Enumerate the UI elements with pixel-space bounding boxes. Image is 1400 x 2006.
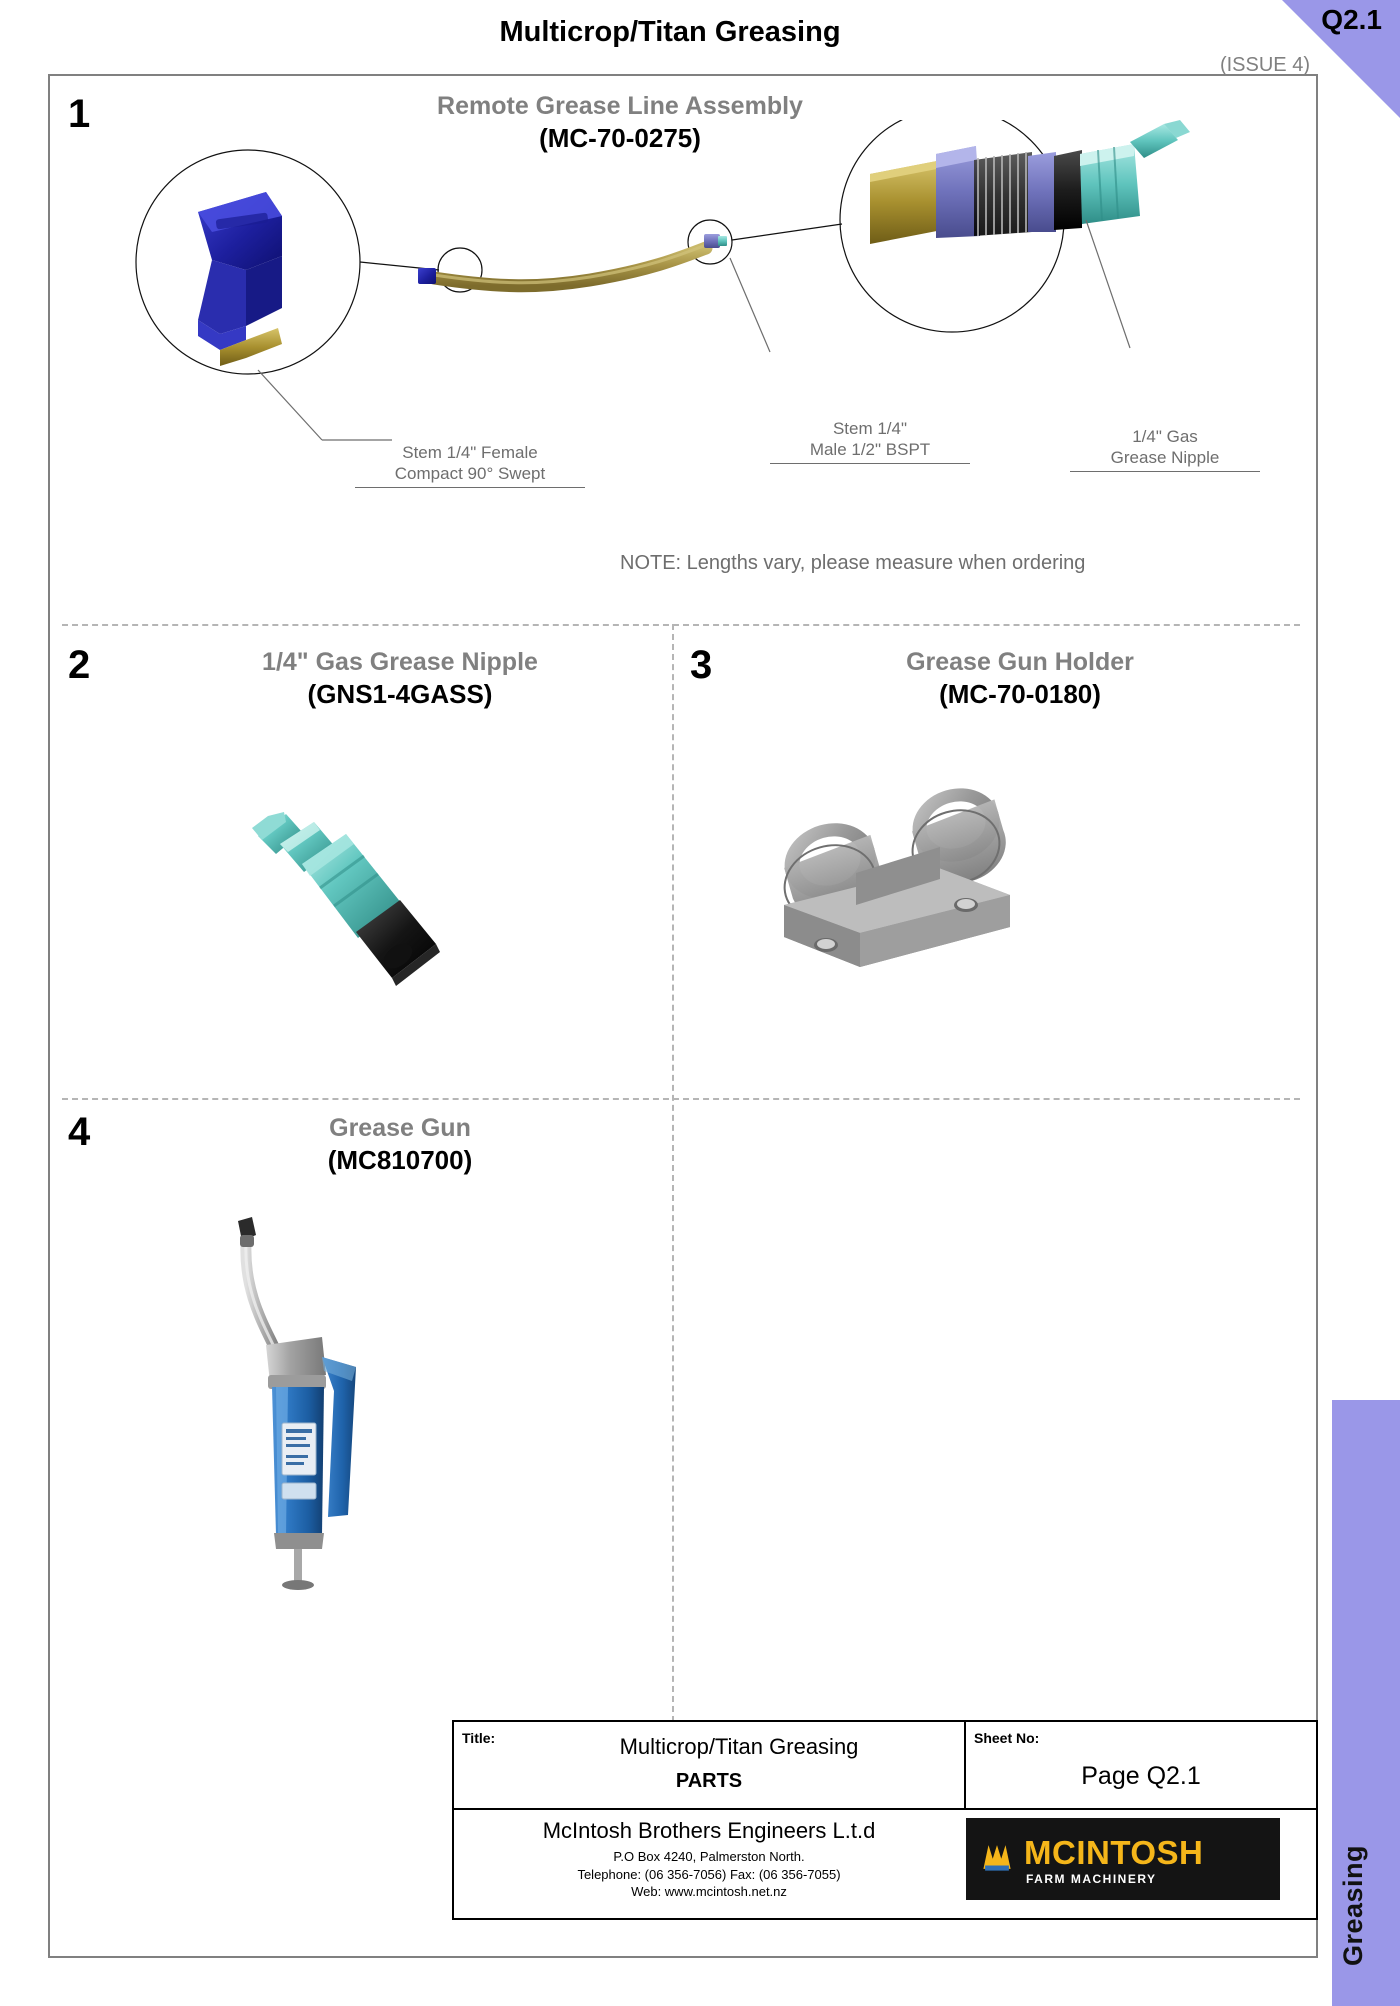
grease-gun-figure (230, 1215, 450, 1615)
item-3-number: 3 (690, 643, 713, 687)
company-name: McIntosh Brothers Engineers L.t.d (542, 1818, 876, 1843)
grease-gun-holder-figure (760, 755, 1060, 1015)
item-2-title: 1/4" Gas Grease Nipple (262, 648, 538, 676)
remote-grease-line-assembly-figure (70, 120, 1300, 450)
sheet-no-value: Page Q2.1 (1081, 1762, 1201, 1790)
page-title: Multicrop/Titan Greasing (499, 16, 841, 48)
item-4-title: Grease Gun (329, 1114, 471, 1142)
item-1-title: Remote Grease Line Assembly (437, 92, 803, 120)
separator-1 (62, 624, 1300, 626)
lengths-note: NOTE: Lengths vary, please measure when ordering (620, 552, 1086, 574)
callout-stem-male-bspt: Stem 1/4" Male 1/2" BSPT (770, 418, 970, 464)
item-4-number: 4 (68, 1110, 91, 1154)
section-tab-strip (1332, 1400, 1400, 2006)
item-1-number: 1 (68, 92, 91, 136)
parts-label: PARTS (675, 1770, 743, 1792)
company-address: P.O Box 4240, Palmerston North. Telephone: (06 356-7056) Fax: (06 356-7055) Web: www.mcintosh.net.nz (577, 1849, 841, 1900)
mcintosh-logo (966, 1818, 1280, 1900)
logo-subtext: FARM MACHINERY (1026, 1872, 1157, 1886)
title-value: Multicrop/Titan Greasing (619, 1734, 859, 1759)
logo-text: MCINTOSH (1024, 1834, 1204, 1871)
separator-vertical (672, 624, 674, 1722)
title-label: Title: (462, 1730, 496, 1746)
separator-2 (62, 1098, 1300, 1100)
item-1-code: (MC-70-0275) (539, 123, 701, 153)
sheet-no-label: Sheet No: (974, 1730, 1040, 1746)
title-block (452, 1720, 1318, 1920)
issue-label: (ISSUE 4) (1219, 54, 1310, 76)
callout-gas-grease-nipple: 1/4" Gas Grease Nipple (1070, 426, 1260, 472)
item-2-number: 2 (68, 643, 91, 687)
item-2-code: (GNS1-4GASS) (307, 679, 493, 709)
item-4-code: (MC810700) (327, 1145, 473, 1175)
item-3-code: (MC-70-0180) (939, 679, 1101, 709)
grease-nipple-figure (250, 800, 490, 990)
page-code: Q2.1 (1321, 4, 1382, 35)
item-3-title: Grease Gun Holder (906, 648, 1134, 676)
section-tab-label: Greasing (1338, 1844, 1368, 1966)
logo-mark-icon (980, 1840, 1014, 1874)
callout-stem-female-90: Stem 1/4" Female Compact 90° Swept (355, 442, 585, 488)
